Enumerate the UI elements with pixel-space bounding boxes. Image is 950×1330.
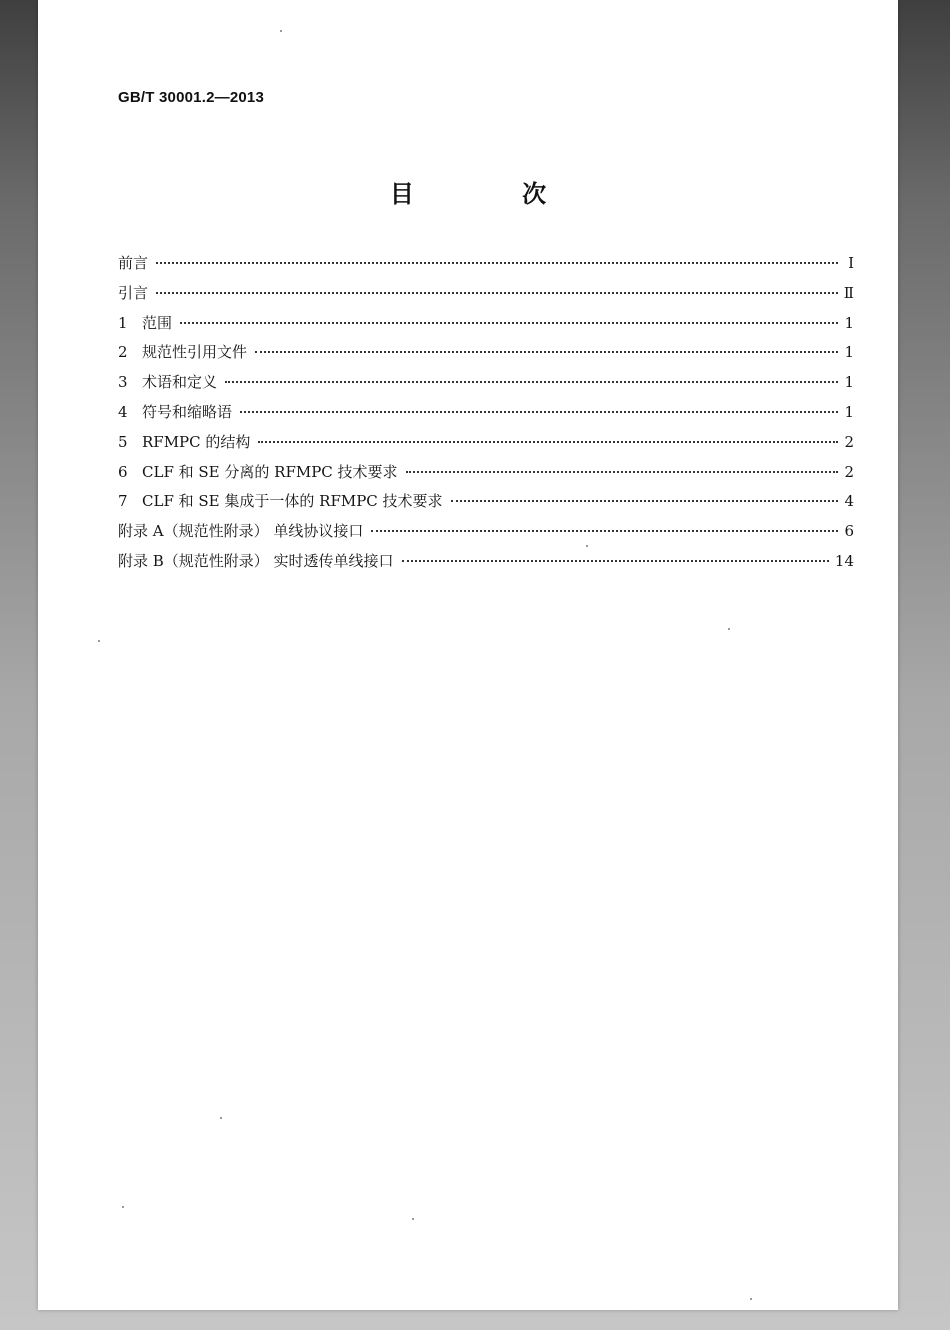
- toc-leader-dots: [402, 560, 829, 562]
- toc-section-number: 7: [118, 492, 128, 511]
- scan-speck: [280, 30, 282, 32]
- toc-page-number: 4: [844, 492, 854, 511]
- toc-entry-label: 前言: [118, 254, 149, 272]
- page-title: 目 次: [389, 180, 597, 208]
- toc-page-number: 2: [844, 462, 854, 481]
- toc-leader-dots: [406, 471, 838, 473]
- toc-section-number: 4: [118, 402, 128, 421]
- scan-speck: [750, 1298, 752, 1300]
- toc-entry-label: 引言: [118, 283, 149, 302]
- toc-entry-annex-b[interactable]: [118, 550, 854, 580]
- toc-entry-label: CLF 和 SE 集成于一体的 RFMPC 技术要求: [142, 492, 443, 511]
- toc-entry-introduction[interactable]: [118, 282, 854, 312]
- toc-leader-dots: [180, 322, 838, 324]
- toc-entry-rfmpc-structure[interactable]: [118, 431, 854, 461]
- scan-speck: [122, 1206, 124, 1208]
- toc-entry-label: 规范性引用文件: [142, 343, 248, 362]
- toc-page-number: 6: [844, 522, 854, 541]
- toc-leader-dots: [255, 351, 838, 353]
- scan-speck: [728, 628, 730, 630]
- toc-leader-dots: [240, 411, 838, 413]
- scan-speck: [412, 1218, 414, 1220]
- toc-page-number: Ⅱ: [843, 283, 854, 302]
- toc-leader-dots: [451, 500, 838, 502]
- document-page: [38, 0, 898, 1310]
- toc-leader-dots: [371, 530, 838, 532]
- toc-page-number: Ⅰ: [848, 254, 854, 272]
- toc-leader-dots: [225, 381, 838, 383]
- toc-section-number: 6: [118, 462, 128, 481]
- toc-section-number: 2: [118, 343, 128, 362]
- toc-leader-dots: [156, 292, 838, 294]
- toc-page-number: 1: [844, 373, 854, 392]
- toc-entry-foreword[interactable]: [118, 252, 854, 282]
- toc-entry-label: RFMPC 的结构: [142, 432, 251, 451]
- toc-leader-dots: [156, 262, 838, 264]
- toc-page-number: 2: [844, 432, 854, 451]
- toc-page-number: 1: [844, 343, 854, 362]
- toc-section-number: 3: [118, 373, 128, 392]
- toc-entry-label: CLF 和 SE 分离的 RFMPC 技术要求: [142, 462, 398, 481]
- toc-entry-scope[interactable]: [118, 312, 854, 342]
- scan-speck: [586, 545, 588, 547]
- toc-entry-symbols-abbreviations[interactable]: [118, 401, 854, 431]
- toc-entry-separated-requirements[interactable]: [118, 461, 854, 491]
- toc-entry-label: 符号和缩略语: [142, 402, 233, 421]
- toc-section-number: 1: [118, 313, 128, 332]
- toc-section-number: 5: [118, 432, 128, 451]
- toc-entry-label: 附录 B（规范性附录） 实时透传单线接口: [118, 551, 394, 570]
- toc-page-number: 1: [844, 313, 854, 332]
- toc-entry-label: 术语和定义: [142, 373, 218, 392]
- toc-entry-annex-a[interactable]: [118, 520, 854, 550]
- toc-leader-dots: [258, 441, 838, 443]
- toc-page-number: 14: [834, 551, 854, 570]
- toc-entry-terms-definitions[interactable]: [118, 371, 854, 401]
- toc-entry-normative-references[interactable]: [118, 341, 854, 371]
- toc-entry-label: 范围: [142, 313, 173, 332]
- table-of-contents: [118, 252, 854, 580]
- toc-page-number: 1: [844, 402, 854, 421]
- toc-entry-integrated-requirements[interactable]: [118, 490, 854, 520]
- scan-speck: [220, 1117, 222, 1119]
- standard-number: GB/T 30001.2—2013: [118, 89, 264, 106]
- scan-speck: [98, 640, 100, 642]
- toc-entry-label: 附录 A（规范性附录） 单线协议接口: [118, 522, 364, 541]
